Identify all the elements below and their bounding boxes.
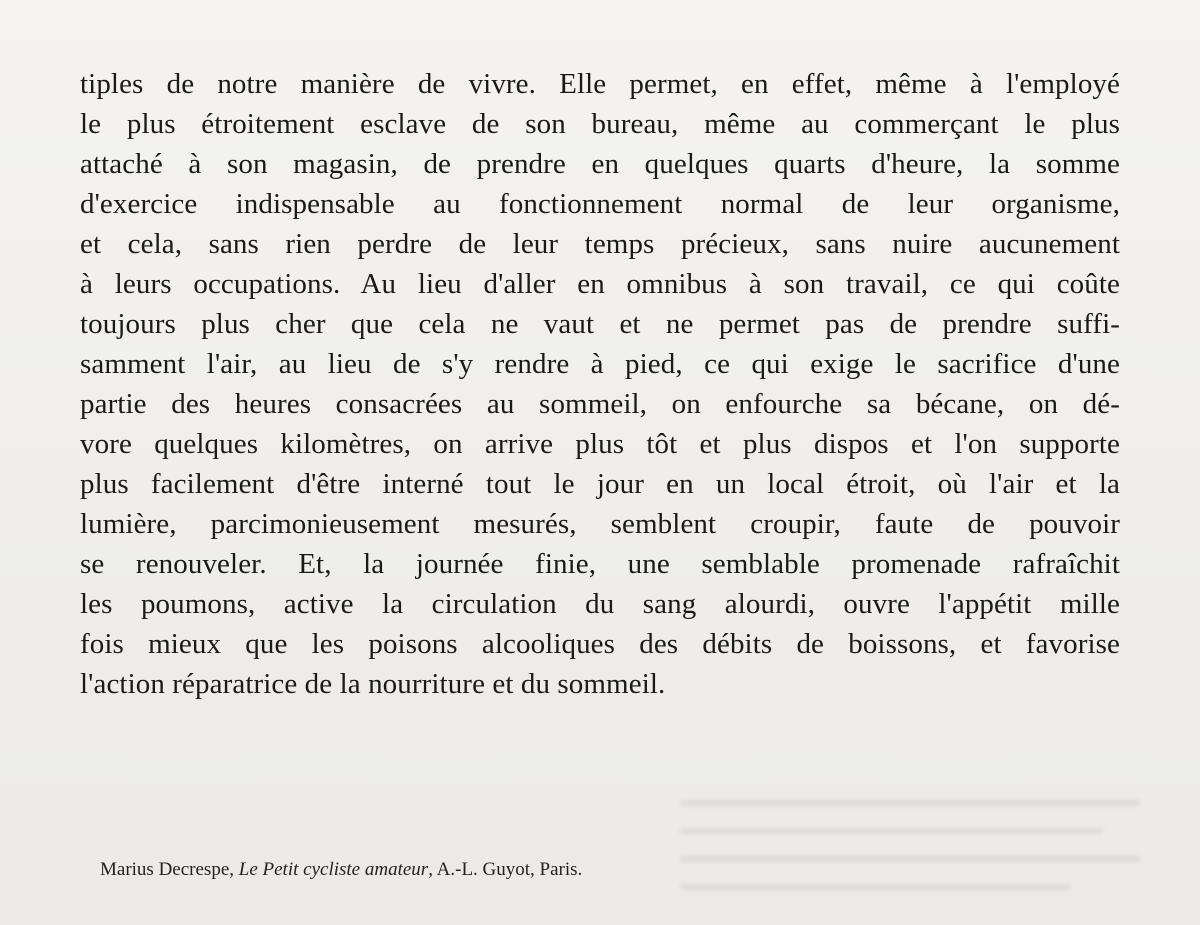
text-line: et cela, sans rien perdre de leur temps précieux, sans nuire aucunement	[80, 228, 1120, 260]
text-line: se renouveler. Et, la journée finie, une semblable promenade rafraîchit	[80, 548, 1120, 580]
text-line: à leurs occupations. Au lieu d'aller en omnibus à son travail, ce qui coûte	[80, 268, 1120, 300]
text-line: lumière, parcimonieusement mesurés, semblent croupir, faute de pouvoir	[80, 508, 1120, 540]
citation-title: Le Petit cycliste amateur	[238, 859, 429, 880]
body-paragraph	[80, 64, 1120, 704]
citation	[100, 858, 582, 882]
text-line: toujours plus cher que cela ne vaut et ne permet pas de prendre suffi-	[80, 308, 1120, 340]
text-line: attaché à son magasin, de prendre en quelques quarts d'heure, la somme	[80, 148, 1120, 180]
text-line-last: l'action réparatrice de la nourriture et du sommeil.	[80, 668, 666, 700]
citation-publisher: , A.-L. Guyot, Paris.	[428, 859, 583, 880]
text-line: samment l'air, au lieu de s'y rendre à pied, ce qui exige le sacrifice d'une	[80, 348, 1120, 380]
text-line: plus facilement d'être interné tout le jour en un local étroit, où l'air et la	[80, 468, 1120, 500]
text-line: fois mieux que les poisons alcooliques des débits de boissons, et favorise	[80, 628, 1120, 660]
text-line: le plus étroitement esclave de son bureau, même au commerçant le plus	[80, 108, 1120, 140]
text-line: partie des heures consacrées au sommeil, on enfourche sa bécane, on dé-	[80, 388, 1120, 420]
text-line: vore quelques kilomètres, on arrive plus tôt et plus dispos et l'on supporte	[80, 428, 1120, 460]
text-line: les poumons, active la circulation du sang alourdi, ouvre l'appétit mille	[80, 588, 1120, 620]
citation-author: Marius Decrespe,	[100, 859, 239, 880]
text-line: d'exercice indispensable au fonctionnement normal de leur organisme,	[80, 188, 1120, 220]
show-through-text	[680, 800, 1140, 910]
text-line: tiples de notre manière de vivre. Elle permet, en effet, même à l'employé	[80, 68, 1120, 100]
